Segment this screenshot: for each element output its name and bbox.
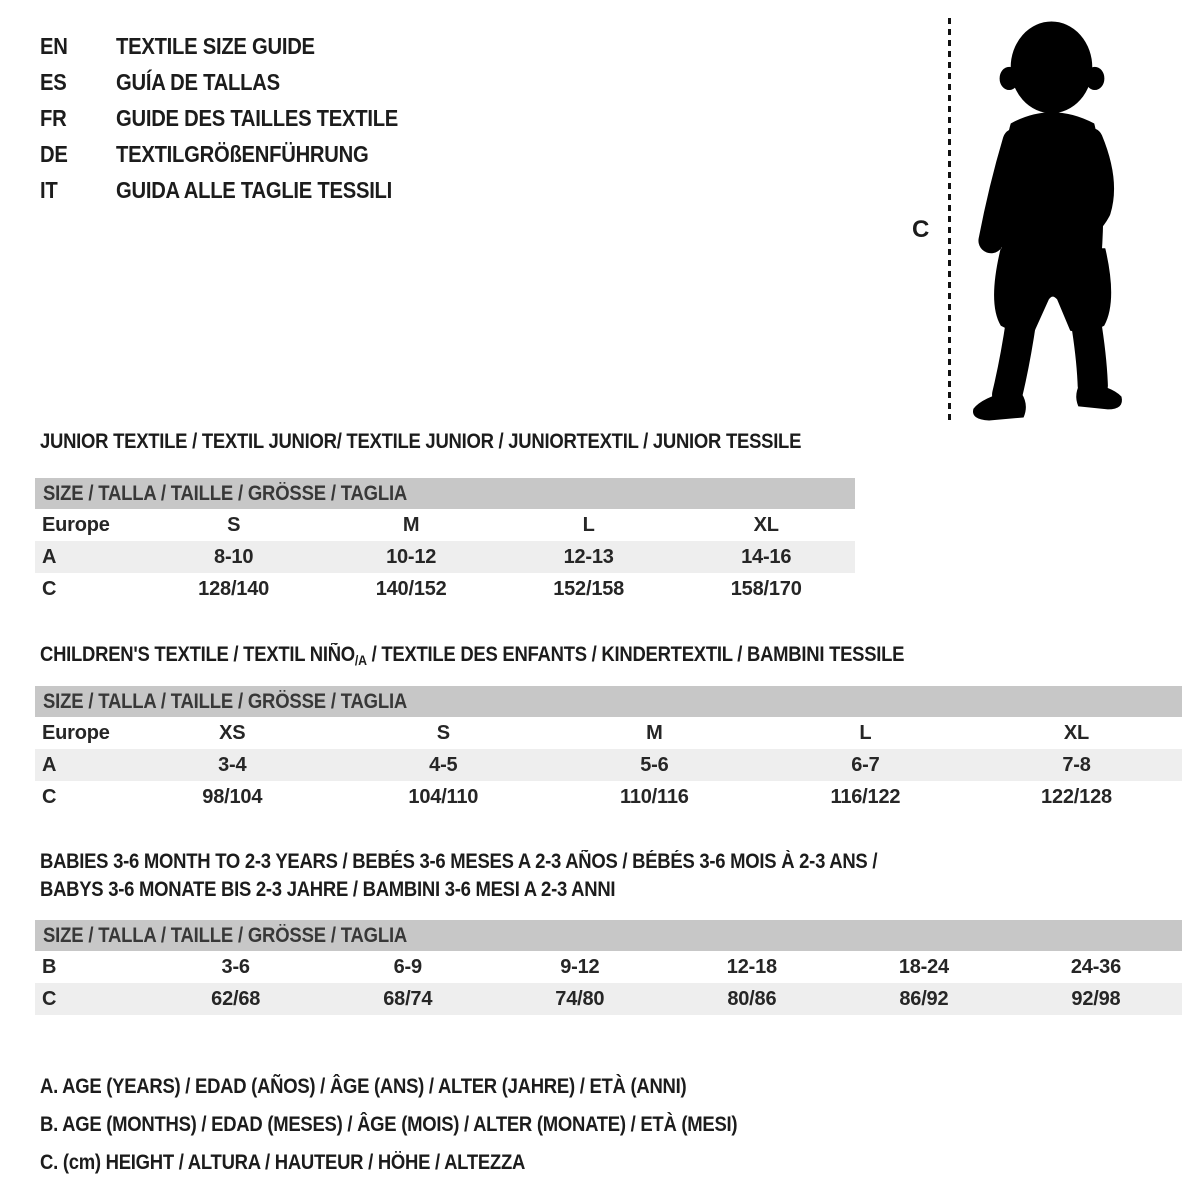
row-label: C [42, 577, 57, 600]
region-label: Europe [42, 721, 110, 744]
childrens-textile-section [35, 641, 1182, 813]
height-measure-line [948, 18, 951, 422]
cell: 68/74 [322, 983, 494, 1015]
height-label: C [912, 216, 930, 243]
table-row-c [35, 573, 855, 605]
cell: 104/110 [408, 785, 479, 808]
language-code-es: ES [40, 68, 67, 95]
junior-table-title: JUNIOR TEXTILE / TEXTIL JUNIOR/ TEXTILE JUNIOR / JUNIORTEXTIL / JUNIOR TESSILE [40, 430, 802, 453]
legend-line-a: A. AGE (YEARS) / EDAD (AÑOS) / ÂGE (ANS) / ALTER (JAHRE) / ETÀ (ANNI) [40, 1075, 687, 1098]
column-header: M [646, 721, 663, 744]
column-header: L [859, 721, 872, 744]
cell: 3-4 [127, 749, 338, 781]
column-header: S [436, 721, 450, 744]
language-title-fr: GUIDE DES TAILLES TEXTILE [116, 104, 399, 131]
table-header-row [35, 478, 855, 509]
language-row-es [40, 64, 437, 100]
language-list [40, 28, 437, 208]
column-header: S [227, 513, 241, 536]
cell: 7-8 [971, 749, 1182, 781]
column-header: M [402, 513, 420, 536]
language-row-en [40, 28, 437, 64]
language-row-de [40, 136, 437, 172]
cell: 4-5 [338, 749, 549, 781]
cell: 6-7 [760, 749, 971, 781]
table-header-row [35, 920, 1182, 951]
childrens-size-table [35, 686, 1182, 813]
table-row-c [35, 781, 1182, 813]
cell: 6-9 [393, 955, 422, 978]
cell: 18-24 [898, 955, 949, 978]
language-row-it [40, 172, 437, 208]
cell: 128/140 [198, 577, 270, 600]
cell: 5-6 [549, 749, 760, 781]
row-label: C [42, 785, 57, 808]
table-row-b [35, 951, 1182, 983]
table-row-a [35, 749, 1182, 781]
cell: 9-12 [560, 955, 600, 978]
column-header: XL [1063, 721, 1090, 744]
cell: 98/104 [202, 785, 263, 808]
cell: 152/158 [553, 577, 625, 600]
language-code-fr: FR [40, 104, 67, 131]
junior-size-table [35, 478, 855, 605]
language-code-de: DE [40, 140, 68, 167]
table-row-a [35, 541, 855, 573]
column-header: XL [753, 513, 779, 536]
size-header-label: SIZE / TALLA / TAILLE / GRÖSSE / TAGLIA [43, 481, 408, 505]
cell: 110/116 [620, 785, 689, 808]
row-label: C [35, 983, 150, 1015]
language-code-it: IT [40, 176, 58, 203]
babies-size-table [35, 920, 1182, 1015]
language-code-en: EN [40, 32, 68, 59]
height-figure [900, 10, 1160, 430]
junior-textile-section [35, 428, 855, 605]
size-header-label: SIZE / TALLA / TAILLE / GRÖSSE / TAGLIA [43, 923, 408, 947]
babies-textile-section [35, 848, 1182, 1015]
language-row-fr [40, 100, 437, 136]
legend-line-c: C. (cm) HEIGHT / ALTURA / HAUTEUR / HÖHE / ALTEZZA [40, 1151, 526, 1174]
size-header-label: SIZE / TALLA / TAILLE / GRÖSSE / TAGLIA [43, 689, 408, 713]
babies-table-title-line2: BABYS 3-6 MONATE BIS 2-3 JAHRE / BAMBINI 3-6 MESI A 2-3 ANNI [40, 878, 616, 901]
cell: 10-12 [322, 541, 500, 573]
nino-a-subscript: /A [354, 652, 367, 668]
cell: 62/68 [150, 983, 322, 1015]
language-title-it: GUIDA ALLE TAGLIE TESSILI [116, 176, 393, 203]
row-label: A [35, 541, 145, 573]
region-label: Europe [42, 513, 110, 536]
cell: 14-16 [677, 541, 855, 573]
column-header: XS [219, 721, 246, 744]
language-title-de: TEXTILGRÖßENFÜHRUNG [116, 140, 369, 167]
columns-row [35, 509, 855, 541]
cell: 8-10 [145, 541, 323, 573]
table-row-c [35, 983, 1182, 1015]
language-title-es: GUÍA DE TALLAS [116, 68, 280, 95]
cell: 24-36 [1070, 955, 1122, 978]
row-label: A [35, 749, 127, 781]
columns-row [35, 717, 1182, 749]
cell: 86/92 [838, 983, 1010, 1015]
cell: 92/98 [1010, 983, 1182, 1015]
cell: 116/122 [830, 785, 901, 808]
legend-line-b: B. AGE (MONTHS) / EDAD (MESES) / ÂGE (MOIS) / ALTER (MONATE) / ETÀ (MESI) [40, 1113, 738, 1136]
cell: 12-18 [726, 955, 777, 978]
cell: 158/170 [730, 577, 802, 600]
cell: 122/128 [1041, 785, 1112, 808]
toddler-silhouette-icon [960, 15, 1148, 423]
cell: 80/86 [666, 983, 838, 1015]
column-header: L [582, 513, 595, 536]
row-label: B [42, 955, 57, 978]
table-header-row [35, 686, 1182, 717]
language-title-en: TEXTILE SIZE GUIDE [116, 32, 315, 59]
childrens-table-title: CHILDREN'S TEXTILE / TEXTIL NIÑO/A / TEXTILE DES ENFANTS / KINDERTEXTIL / BAMBINI TESSILE [40, 643, 905, 668]
measurement-legend [40, 1068, 832, 1182]
cell: 12-13 [500, 541, 678, 573]
babies-table-title-line1: BABIES 3-6 MONTH TO 2-3 YEARS / BEBÉS 3-6 MESES A 2-3 AÑOS / BÉBÉS 3-6 MOIS À 2-3 ANS / [40, 850, 878, 873]
cell: 74/80 [494, 983, 666, 1015]
cell: 3-6 [221, 955, 250, 978]
cell: 140/152 [375, 577, 447, 600]
